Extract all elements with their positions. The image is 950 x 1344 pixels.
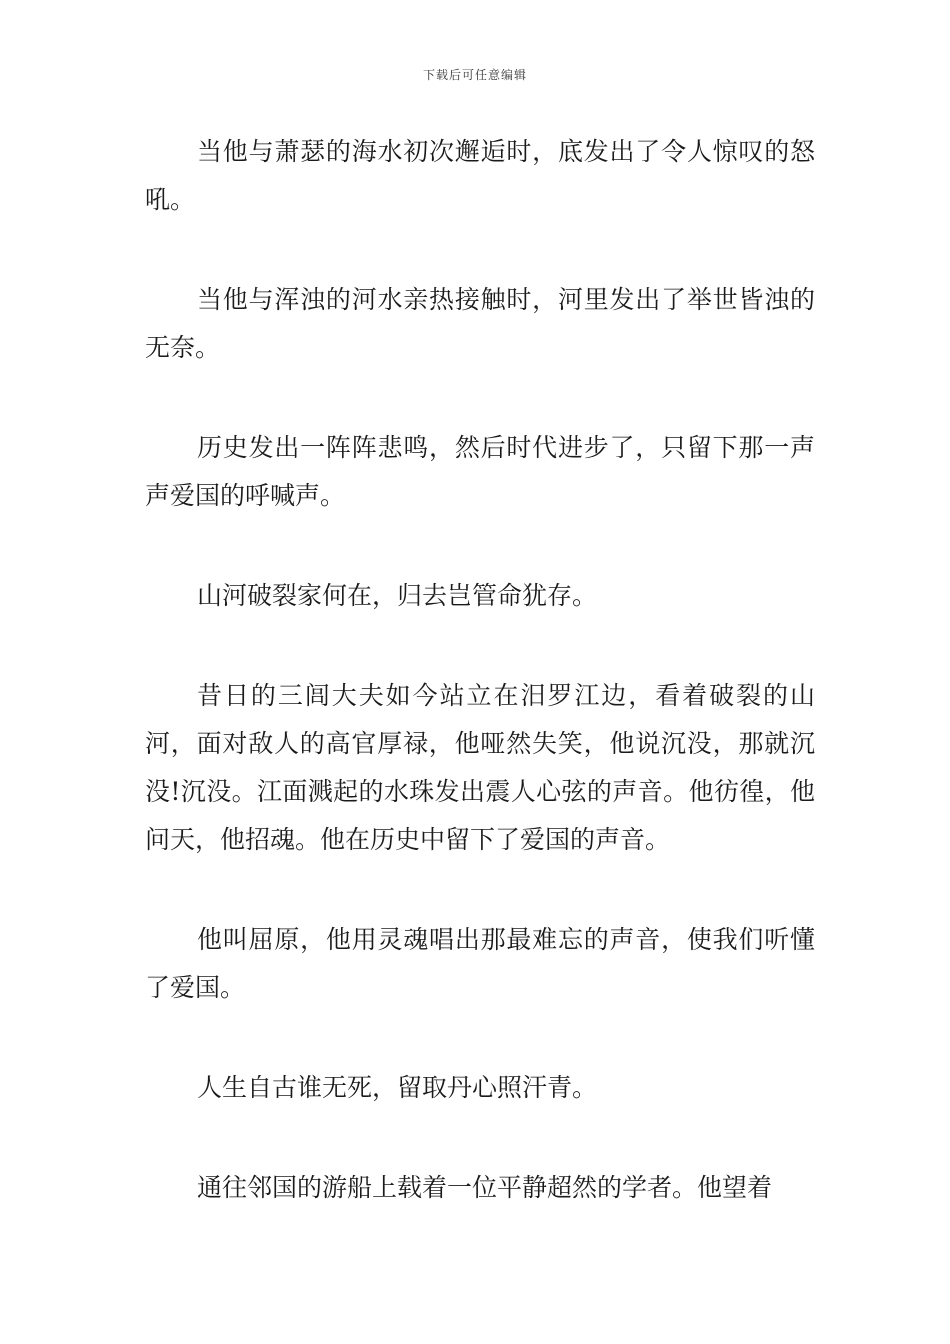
paragraph: 历史发出一阵阵悲鸣，然后时代进步了，只留下那一声声爱国的呼喊声。 — [145, 433, 815, 510]
document-body — [145, 128, 815, 1264]
paragraph: 他叫屈原，他用灵魂唱出那最难忘的声音，使我们听懂了爱国。 — [145, 925, 815, 1002]
paragraph: 当他与浑浊的河水亲热接触时，河里发出了举世皆浊的无奈。 — [145, 285, 815, 362]
paragraph: 当他与萧瑟的海水初次邂逅时，底发出了令人惊叹的怒吼。 — [145, 137, 815, 214]
paragraph: 通往邻国的游船上载着一位平静超然的学者。他望着 — [197, 1173, 773, 1202]
paragraph: 人生自古谁无死，留取丹心照汗青。 — [197, 1073, 598, 1102]
paragraph: 昔日的三闾大夫如今站立在汨罗江边，看着破裂的山河，面对敌人的高官厚禄，他哑然失笑，他说沉没，那就沉没!沉没。江面溅起的水珠发出震人心弦的声音。他彷徨，他问天，他招魂。他在历史中留下了爱国的声音。 — [145, 681, 815, 854]
paragraph: 山河破裂家何在，归去岂管命犹存。 — [197, 581, 598, 610]
header-note: 下载后可任意编辑 — [422, 68, 527, 82]
